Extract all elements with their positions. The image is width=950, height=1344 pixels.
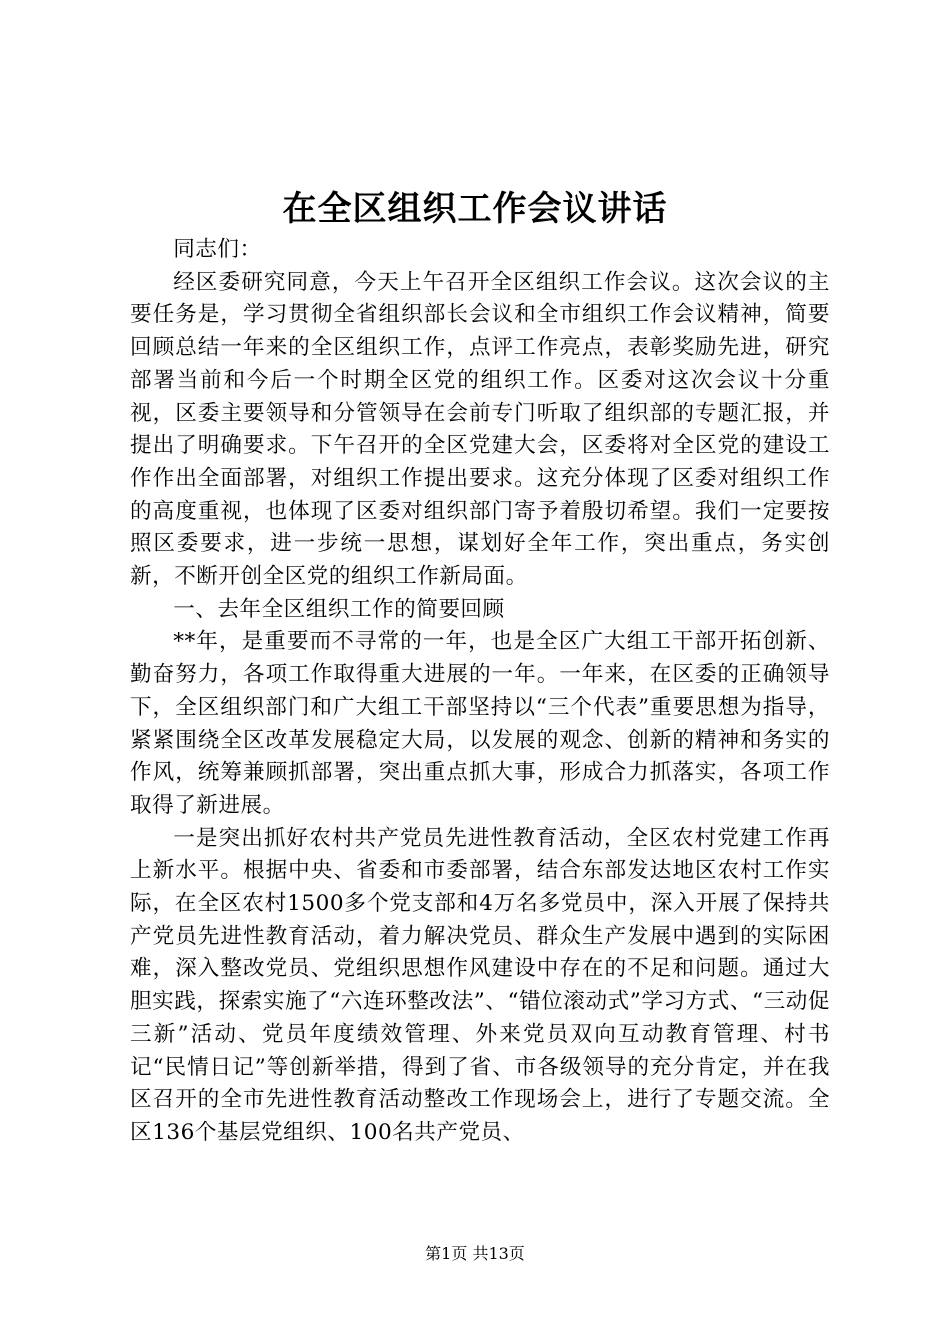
- document-body: [130, 234, 830, 1150]
- review-paragraph: **年，是重要而不寻常的一年，也是全区广大组工干部开拓创新、勤奋努力，各项工作取得重大进展的一年。一年来，在区委的正确领导下，全区组织部门和广大组工干部坚持以“三个代表”重要思想为指导，紧紧围绕全区改革发展稳定大局，以发展的观念、创新的精神和务实的作风，统筹兼顾抓部署，突出重点抓大事，形成合力抓落实，各项工作取得了新进展。: [130, 629, 830, 818]
- intro-paragraph: 经区委研究同意，今天上午召开全区组织工作会议。这次会议的主要任务是，学习贯彻全省组织部长会议和全市组织工作会议精神，简要回顾总结一年来的全区组织工作，点评工作亮点，表彰奖励先进，研究部署当前和今后一个时期全区党的组织工作。区委对这次会议十分重视，区委主要领导和分管领导在会前专门听取了组织部的专题汇报，并提出了明确要求。下午召开的全区党建大会，区委将对全区党的建设工作作出全面部署，对组织工作提出要求。这充分体现了区委对组织工作的高度重视，也体现了区委对组织部门寄予着殷切希望。我们一定要按照区委要求，进一步统一思想，谋划好全年工作，突出重点，务实创新，不断开创全区党的组织工作新局面。: [130, 269, 830, 590]
- section-heading: 一、去年全区组织工作的简要回顾: [173, 596, 505, 622]
- salutation-paragraph: 同志们：: [173, 237, 262, 262]
- page-number: 第1页 共13页: [425, 1244, 525, 1263]
- rural-party-paragraph: 一是突出抓好农村共产党员先进性教育活动，全区农村党建工作再上新水平。根据中央、省委和市委部署，结合东部发达地区农村工作实际，在全区农村1500多个党支部和4万名多党员中，深入开展了保持共产党员先进性教育活动，着力解决党员、群众生产发展中遇到的实际困难，深入整改党员、党组织思想作风建设中存在的不足和问题。通过大胆实践，探索实施了“六连环整改法”、“错位滚动式”学习方式、“三动促三新”活动、党员年度绩效管理、外来党员双向互动教育管理、村书记“民情日记”等创新举措，得到了省、市各级领导的充分肯定，并在我区召开的全市先进性教育活动整改工作现场会上，进行了专题交流。全区136个基层党组织、100名共产党员、: [130, 825, 830, 1145]
- document-title: 在全区组织工作会议讲话: [282, 189, 668, 229]
